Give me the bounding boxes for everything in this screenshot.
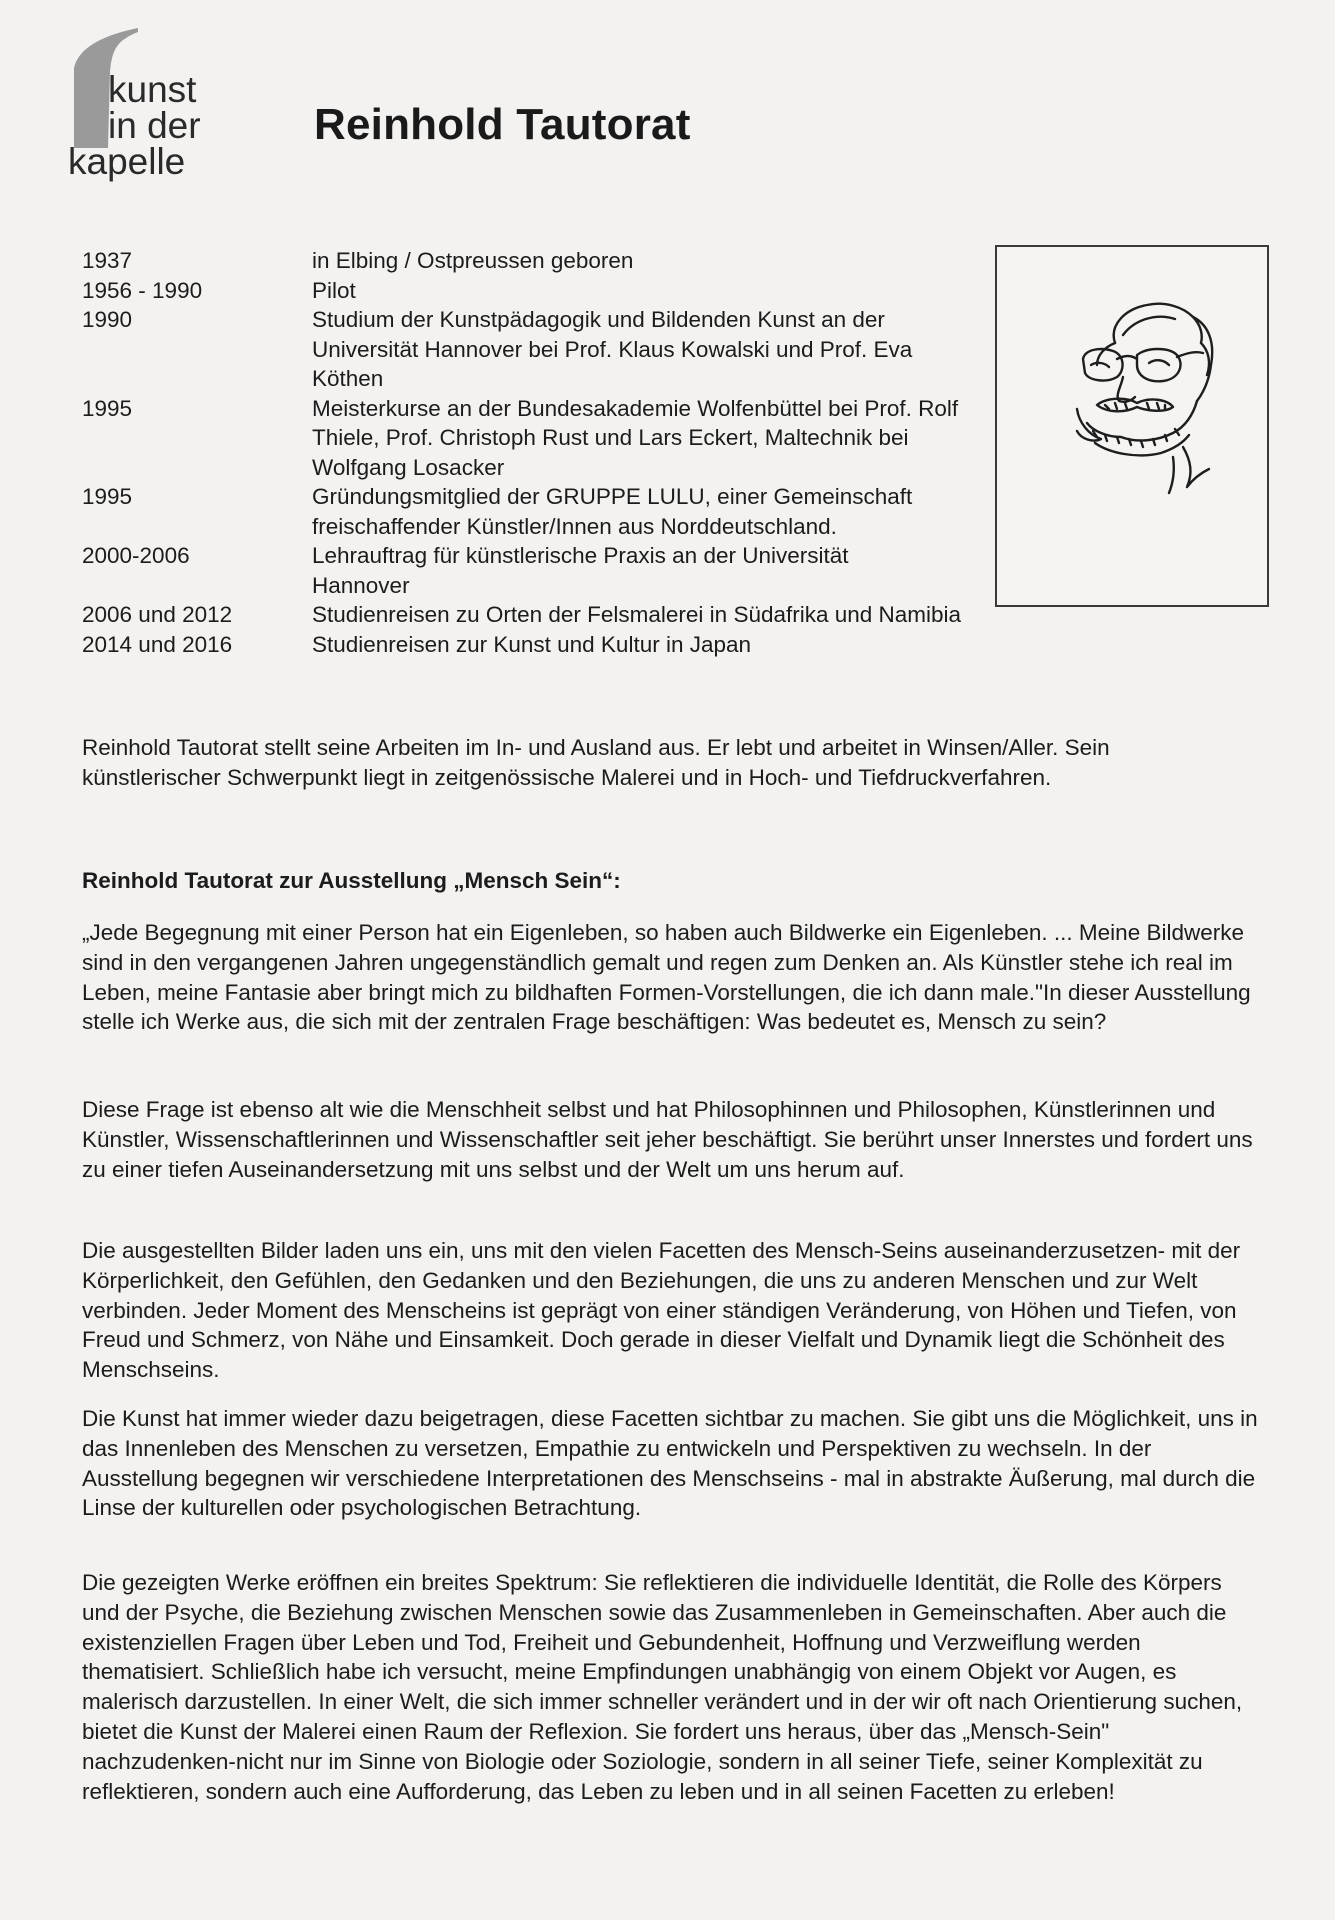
- cv-text: in Elbing / Ostpreussen geboren: [312, 248, 634, 273]
- portrait-drawing: [997, 247, 1267, 605]
- cv-year: 2006 und 2012: [82, 602, 233, 627]
- cv-text: Studienreisen zur Kunst und Kultur in Japan: [312, 631, 752, 657]
- logo-line-3: kapelle: [68, 141, 186, 182]
- body-paragraph: Die ausgestellten Bilder laden uns ein, uns mit den vielen Facetten des Mensch-Seins auseinanderzusetzen- mit der Körperlichkeit, den Gefühlen, den Gedanken und den Beziehungen, die uns zu anderen Menschen und zur Welt verbinden. Jeder Moment des Menscheins ist geprägt von einer ständigen Veränderung, von Höhen und Tiefen, von Freud und Schmerz, von Nähe und Einsamkeit. Doch gerade in dieser Vielfalt und Dynamik liegt die Schönheit des Menschseins.: [82, 1238, 1241, 1383]
- section-heading: Reinhold Tautorat zur Ausstellung „Mensch Sein“:: [82, 868, 621, 893]
- cv-text: Meisterkurse an der Bundesakademie Wolfenbüttel bei Prof. Rolf Thiele, Prof. Christoph Rust und Lars Eckert, Maltechnik bei Wolfgang Losacker: [312, 395, 959, 480]
- cv-table: [82, 246, 1072, 659]
- cv-year: 2000-2006: [82, 543, 190, 568]
- body-paragraph: Die gezeigten Werke eröffnen ein breites Spektrum: Sie reflektieren die individuelle Identität, die Rolle des Körpers und der Psyche, die Beziehung zwischen Menschen sowie das Zusammenleben in Gemeinschaften. Aber auch die existenziellen Fragen über Leben und Tod, Freiheit und Gebundenheit, Hoffnung und Verzweiflung werden thematisiert. Schließlich habe ich versucht, meine Empfindungen unabhängig von einem Objekt vor Augen, es malerisch darzustellen. In einer Welt, die sich immer schneller verändert und in der wir oft nach Orientierung suchen, bietet die Kunst der Malerei einen Raum der Reflexion. Sie fordert uns heraus, über das „Mensch-Sein" nachzudenken-nicht nur im Sinne von Biologie oder Soziologie, sondern in all seiner Tiefe, seiner Komplexität zu reflektieren, sondern auch eine Aufforderung, das Leben zu leben und in all seinen Facetten zu erleben!: [82, 1570, 1243, 1804]
- portrait-sketch: [995, 245, 1269, 607]
- cv-year: 2014 und 2016: [82, 631, 233, 657]
- logo: [68, 28, 228, 188]
- cv-row: [82, 276, 1072, 306]
- cv-row: [82, 394, 1072, 483]
- cv-row: [82, 305, 1072, 394]
- logo-line-1: kunst: [108, 69, 197, 110]
- cv-text: Lehrauftrag für künstlerische Praxis an der Universität Hannover: [312, 543, 849, 598]
- intro-paragraph: Reinhold Tautorat stellt seine Arbeiten im In- und Ausland aus. Er lebt und arbeitet in Winsen/Aller. Sein künstlerischer Schwerpunkt liegt in zeitgenössische Malerei und in Hoch- und Tiefdruckverfahren.: [82, 735, 1110, 790]
- body-paragraph: Diese Frage ist ebenso alt wie die Menschheit selbst und hat Philosophinnen und Philosophen, Künstlerinnen und Künstler, Wissenschaftlerinnen und Wissenschaftler seit jeher beschäftigt. Sie berührt unser Innerstes und fordert uns zu einer tiefen Auseinandersetzung mit uns selbst und der Welt um uns herum auf.: [82, 1097, 1253, 1182]
- cv-text: Gründungsmitglied der GRUPPE LULU, einer Gemeinschaft freischaffender Künstler/Innen aus Norddeutschland.: [312, 484, 913, 539]
- cv-row: [82, 541, 1072, 600]
- logo-line-2: in der: [108, 105, 201, 146]
- page-title: Reinhold Tautorat: [314, 100, 691, 149]
- cv-text: Studienreisen zu Orten der Felsmalerei in Südafrika und Namibia: [312, 602, 962, 627]
- body-paragraph: Die Kunst hat immer wieder dazu beigetragen, diese Facetten sichtbar zu machen. Sie gibt uns die Möglichkeit, uns in das Innenleben des Menschen zu versetzen, Empathie zu entwickeln und Perspektiven zu wechseln. In der Ausstellung begegnen wir verschiedene Interpretationen des Menschseins - mal in abstrakte Äußerung, mal durch die Linse der kulturellen oder psychologischen Betrachtung.: [82, 1406, 1258, 1521]
- cv-text: Pilot: [312, 277, 356, 303]
- cv-year: 1995: [82, 484, 133, 509]
- logo-text: [68, 69, 201, 182]
- body-paragraph: „Jede Begegnung mit einer Person hat ein Eigenleben, so haben auch Bildwerke ein Eigenleben. ... Meine Bildwerke sind in den vergangenen Jahren ungegenständlich gemalt und regen zum Denken an. Als Künstler stehe ich real im Leben, meine Fantasie aber bringt mich zu bildhaften Formen-Vorstellungen, die ich dann male."In dieser Ausstellung stelle ich Werke aus, die sich mit der zentralen Frage beschäftigen: Was bedeutet es, Mensch zu sein?: [82, 920, 1251, 1035]
- cv-row: [82, 600, 1072, 630]
- cv-row: [82, 482, 1072, 541]
- cv-year: 1995: [82, 395, 133, 421]
- cv-year: 1990: [82, 307, 133, 332]
- cv-year: 1937: [82, 248, 133, 273]
- cv-year: 1956 - 1990: [82, 277, 203, 303]
- cv-text: Studium der Kunstpädagogik und Bildenden Kunst an der Universität Hannover bei Prof. Klaus Kowalski und Prof. Eva Köthen: [312, 307, 913, 391]
- cv-row: [82, 630, 1072, 660]
- cv-row: [82, 246, 1072, 276]
